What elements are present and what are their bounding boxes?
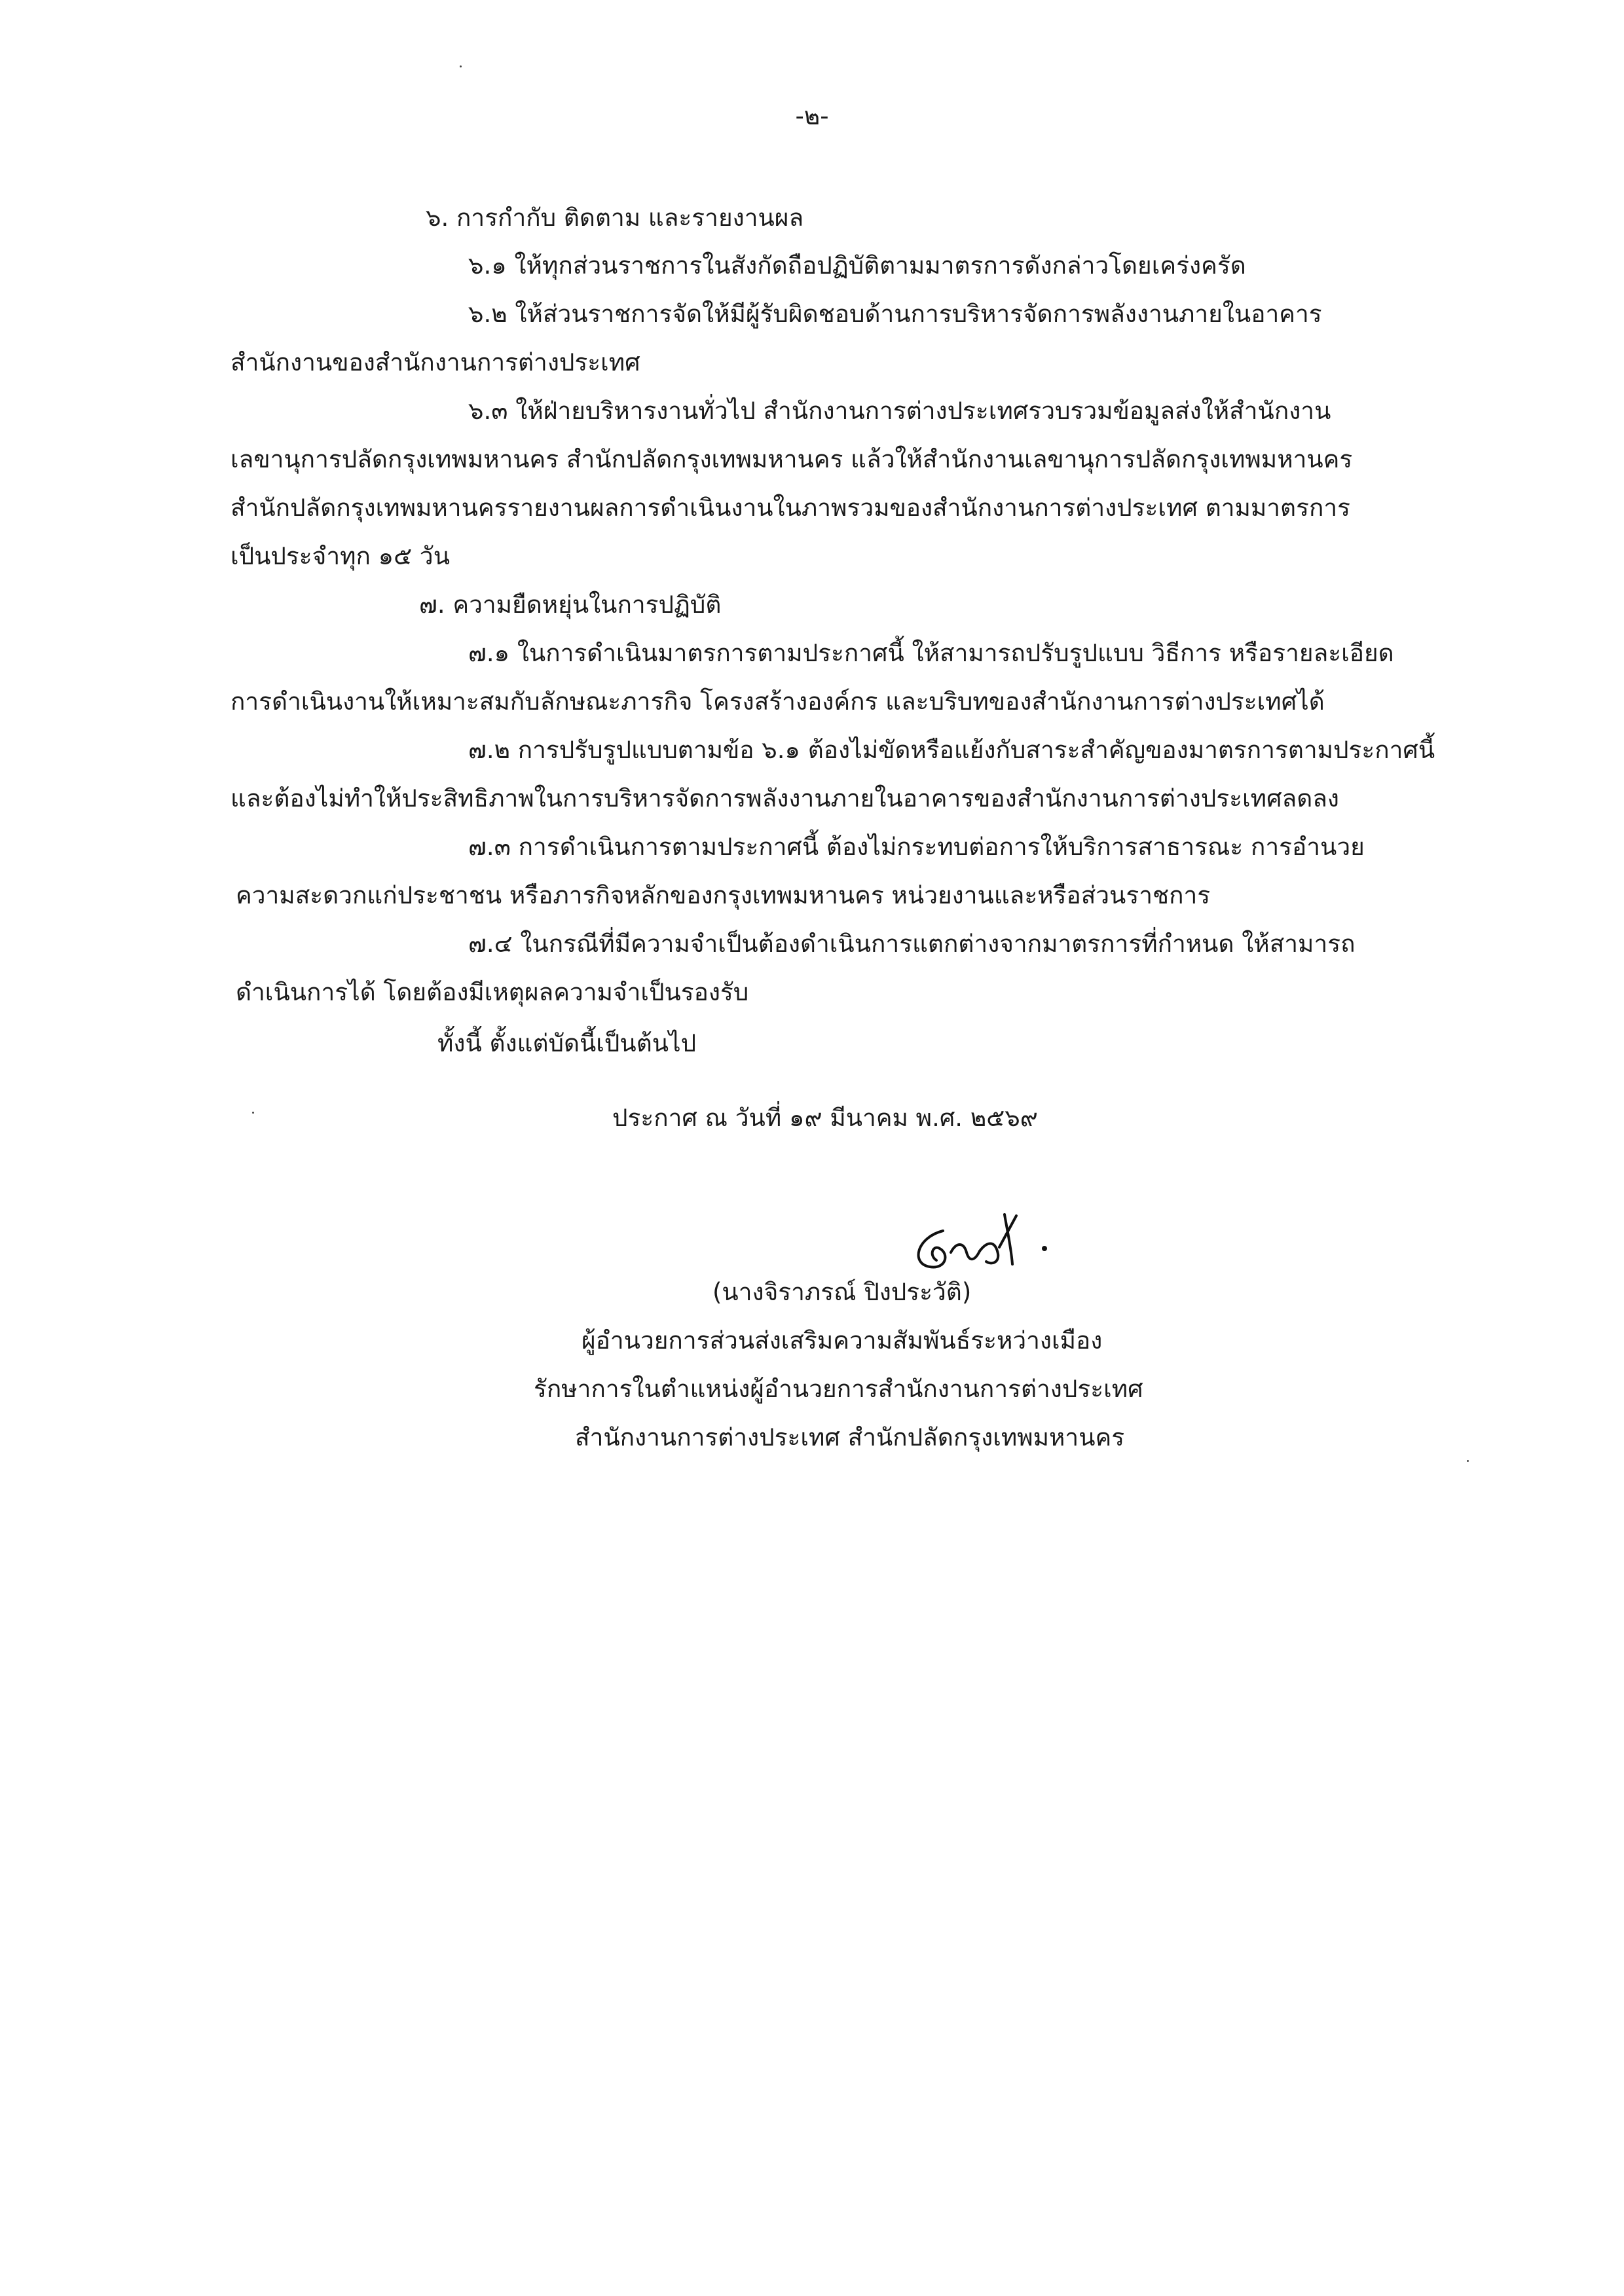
item-6-1: ๖.๑ ให้ทุกส่วนราชการในสังกัดถือปฏิบัติตามมาตรการดังกล่าวโดยเคร่งครัด	[468, 251, 1246, 280]
item-7-3-line-2: ความสะดวกแก่ประชาชน หรือภารกิจหลักของกรุงเทพมหานคร หน่วยงานและหรือส่วนราชการ	[236, 881, 1211, 909]
item-7-2-line-1: ๗.๒ การปรับรูปแบบตามข้อ ๖.๑ ต้องไม่ขัดหรือแย้งกับสาระสำคัญของมาตรการตามประกาศนี้	[468, 736, 1435, 764]
item-6-3-line-2: เลขานุการปลัดกรุงเทพมหานคร สำนักปลัดกรุงเทพมหานคร แล้วให้สำนักงานเลขานุการปลัดกรุงเทพมหานคร	[231, 445, 1353, 473]
closing-line: ทั้งนี้ ตั้งแต่บัดนี้เป็นต้นไป	[437, 1029, 697, 1057]
item-7-1-line-2: การดำเนินงานให้เหมาะสมกับลักษณะภารกิจ โครงสร้างองค์กร และบริบทของสำนักงานการต่างประเทศได้	[231, 687, 1325, 716]
item-7-3-line-1: ๗.๓ การดำเนินการตามประกาศนี้ ต้องไม่กระทบต่อการให้บริการสาธารณะ การอำนวย	[468, 833, 1365, 861]
signatory-name: (นางจิราภรณ์ ปิงประวัติ)	[712, 1278, 972, 1306]
item-6-3-line-1: ๖.๓ ให้ฝ่ายบริหารงานทั่วไป สำนักงานการต่างประเทศรวบรวมข้อมูลส่งให้สำนักงาน	[468, 397, 1331, 425]
signatory-position-1: ผู้อำนวยการส่วนส่งเสริมความสัมพันธ์ระหว่างเมือง	[581, 1326, 1103, 1355]
scan-speck	[252, 1112, 254, 1114]
item-7-2-line-2: และต้องไม่ทำให้ประสิทธิภาพในการบริหารจัดการพลังงานภายในอาคารของสำนักงานการต่างประเทศลดลง	[231, 784, 1340, 812]
item-7-4-line-1: ๗.๔ ในกรณีที่มีความจำเป็นต้องดำเนินการแตกต่างจากมาตรการที่กำหนด ให้สามารถ	[468, 930, 1356, 958]
item-6-3-line-3: สำนักปลัดกรุงเทพมหานครรายงานผลการดำเนินงานในภาพรวมของสำนักงานการต่างประเทศ ตามมาตรการ	[231, 494, 1351, 522]
item-6-2-line-1: ๖.๒ ให้ส่วนราชการจัดให้มีผู้รับผิดชอบด้านการบริหารจัดการพลังงานภายในอาคาร	[468, 300, 1322, 328]
item-7-1-line-1: ๗.๑ ในการดำเนินมาตรการตามประกาศนี้ ให้สามารถปรับรูปแบบ วิธีการ หรือรายละเอียด	[468, 639, 1394, 667]
item-6-2-line-2: สำนักงานของสำนักงานการต่างประเทศ	[231, 348, 640, 376]
section-6-heading: ๖. การกำกับ ติดตาม และรายงานผล	[426, 204, 804, 232]
announcement-date: ประกาศ ณ วันที่ ๑๙ มีนาคม พ.ศ. ๒๕๖๙	[612, 1104, 1038, 1132]
signature-image	[871, 1201, 1264, 1280]
section-7-heading: ๗. ความยืดหยุ่นในการปฏิบัติ	[419, 591, 722, 619]
item-7-4-line-2: ดำเนินการได้ โดยต้องมีเหตุผลความจำเป็นรองรับ	[236, 978, 749, 1006]
item-6-3-line-4: เป็นประจำทุก ๑๕ วัน	[231, 542, 450, 570]
signatory-position-3: สำนักงานการต่างประเทศ สำนักปลัดกรุงเทพมหานคร	[575, 1423, 1125, 1451]
page-number: -๒-	[795, 102, 829, 130]
signatory-position-2: รักษาการในตำแหน่งผู้อำนวยการสำนักงานการต่างประเทศ	[534, 1375, 1143, 1403]
scan-speck	[1467, 1460, 1469, 1462]
scan-speck	[460, 65, 462, 67]
